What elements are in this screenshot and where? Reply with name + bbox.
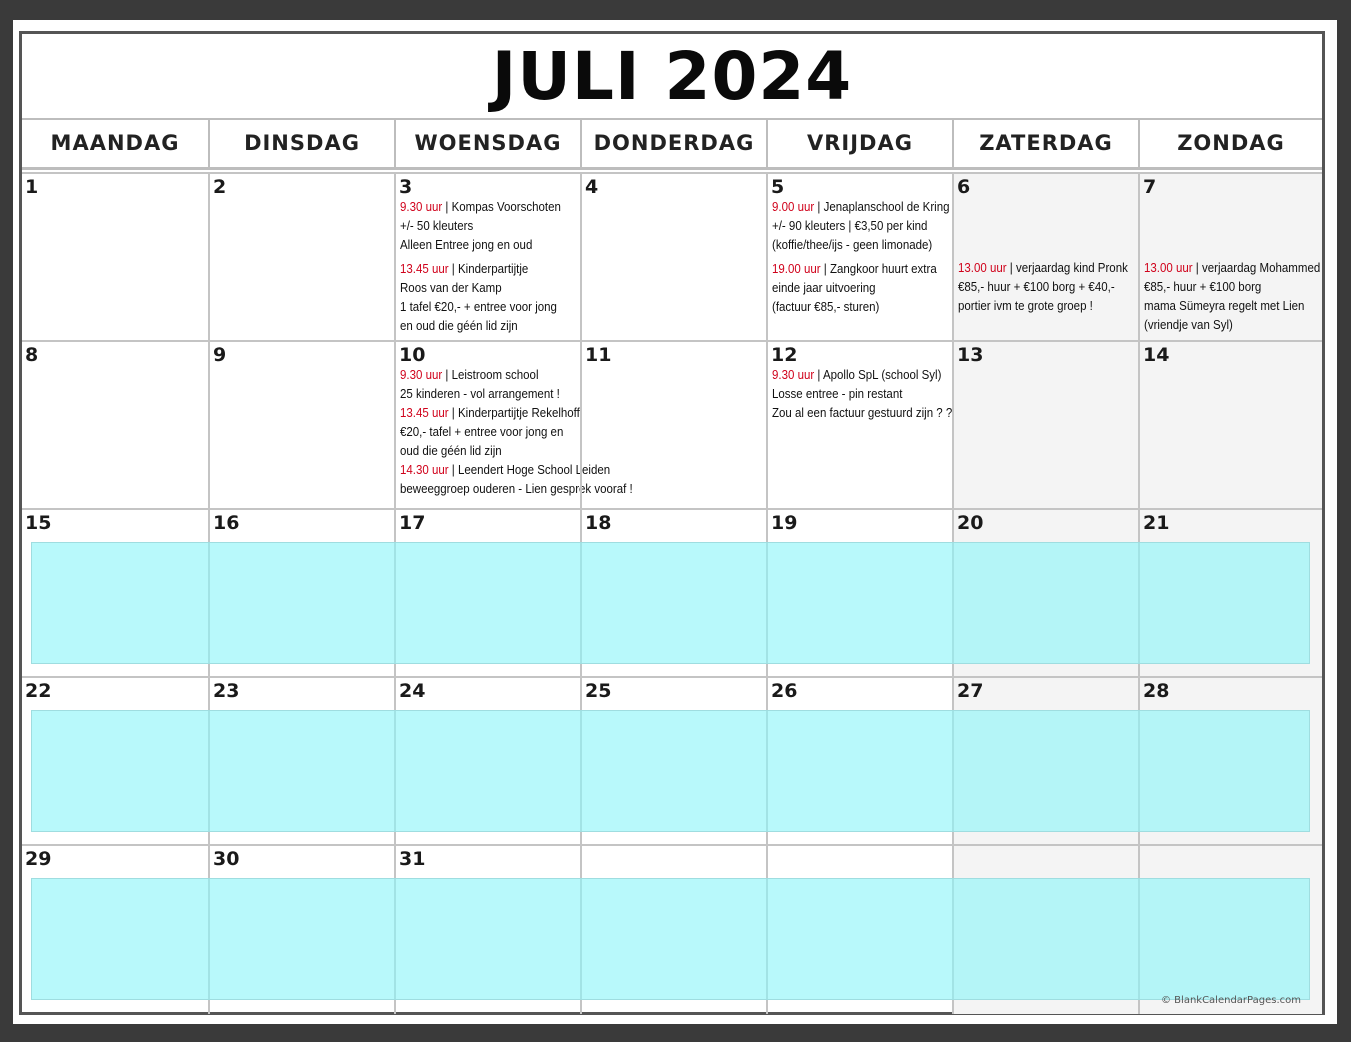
weekday-header-zondag: ZONDAG: [1138, 118, 1322, 170]
event-detail: beweeggroep ouderen - Lien gesprek vooraf !: [400, 482, 633, 496]
day-cell-2[interactable]: [208, 172, 394, 340]
event-time: 13.45 uur: [400, 406, 449, 420]
event-detail: (vriendje van Syl): [1144, 318, 1233, 332]
weekday-header-donderdag: DONDERDAG: [580, 118, 766, 170]
day-number: 9: [213, 344, 227, 366]
day-cell-9[interactable]: [208, 340, 394, 508]
day-number: 4: [585, 176, 599, 198]
event-text: | Kompas Voorschoten: [442, 200, 561, 214]
event-detail: €20,- tafel + entree voor jong en: [400, 425, 564, 439]
day-number: 31: [399, 848, 426, 870]
week-highlight-band: [31, 710, 1310, 832]
day-number: 14: [1143, 344, 1170, 366]
day-number: 28: [1143, 680, 1170, 702]
day-number: 15: [25, 512, 52, 534]
event-text: | Jenaplanschool de Kring: [814, 200, 950, 214]
day-number: 24: [399, 680, 426, 702]
event-list: [1144, 259, 1351, 335]
calendar-sheet: [13, 20, 1337, 1024]
day-number: 19: [771, 512, 798, 534]
credit-text: © BlankCalendarPages.com: [1161, 995, 1301, 1006]
event-text: | verjaardag kind Pronk: [1006, 261, 1128, 275]
day-number: 29: [25, 848, 52, 870]
weekday-header-row: [22, 118, 1322, 170]
day-cell-3[interactable]: [394, 172, 580, 340]
event-detail: +/- 50 kleuters: [400, 219, 474, 233]
event-time: 13.00 uur: [958, 261, 1007, 275]
event-time: 9.30 uur: [772, 368, 815, 382]
event-detail: oud die géén lid zijn: [400, 444, 502, 458]
event-text: | verjaardag Mohammed: [1192, 261, 1321, 275]
day-number: 1: [25, 176, 39, 198]
day-number: 13: [957, 344, 984, 366]
day-cell-4[interactable]: [580, 172, 766, 340]
event-time: 9.30 uur: [400, 200, 443, 214]
event-detail: portier ivm te grote groep !: [958, 299, 1093, 313]
weekday-header-vrijdag: VRIJDAG: [766, 118, 952, 170]
day-number: 23: [213, 680, 240, 702]
event-time: 9.00 uur: [772, 200, 815, 214]
event-detail: +/- 90 kleuters | €3,50 per kind: [772, 219, 928, 233]
event-detail: einde jaar uitvoering: [772, 281, 876, 295]
day-cell-11[interactable]: [580, 340, 766, 508]
event-detail: mama Sümeyra regelt met Lien: [1144, 299, 1305, 313]
day-number: 26: [771, 680, 798, 702]
day-cell-12[interactable]: [766, 340, 952, 508]
day-cell-1[interactable]: [22, 172, 208, 340]
event-time: 13.45 uur: [400, 262, 449, 276]
event-time: 19.00 uur: [772, 262, 821, 276]
event-text: | Zangkoor huurt extra: [820, 262, 937, 276]
week-highlight-band: [31, 542, 1310, 664]
day-number: 7: [1143, 176, 1157, 198]
day-number: 22: [25, 680, 52, 702]
day-number: 10: [399, 344, 426, 366]
event-title: [1144, 259, 1351, 278]
event-detail: 1 tafel €20,- + entree voor jong: [400, 300, 557, 314]
day-cell-7[interactable]: [1138, 172, 1322, 340]
day-number: 25: [585, 680, 612, 702]
weekday-header-maandag: MAANDAG: [22, 118, 208, 170]
week-highlight-band: [31, 878, 1310, 1000]
day-number: 21: [1143, 512, 1170, 534]
event-detail: Alleen Entree jong en oud: [400, 238, 533, 252]
day-cell-13[interactable]: [952, 340, 1138, 508]
event-text: | Kinderpartijtje Rekelhoff: [448, 406, 580, 420]
event-text: | Kinderpartijtje: [448, 262, 529, 276]
event-text: | Leendert Hoge School Leiden: [448, 463, 611, 477]
day-number: 12: [771, 344, 798, 366]
event-time: 13.00 uur: [1144, 261, 1193, 275]
day-number: 2: [213, 176, 227, 198]
weekday-header-zaterdag: ZATERDAG: [952, 118, 1138, 170]
day-number: 16: [213, 512, 240, 534]
event-time: 14.30 uur: [400, 463, 449, 477]
day-cell-14[interactable]: [1138, 340, 1322, 508]
day-cell-6[interactable]: [952, 172, 1138, 340]
day-number: 3: [399, 176, 413, 198]
event-detail: 25 kinderen - vol arrangement !: [400, 387, 560, 401]
day-number: 20: [957, 512, 984, 534]
event-detail: €85,- huur + €100 borg: [1144, 280, 1262, 294]
day-number: 5: [771, 176, 785, 198]
event-text: | Leistroom school: [442, 368, 539, 382]
weekday-header-dinsdag: DINSDAG: [208, 118, 394, 170]
event-detail: €85,- huur + €100 borg + €40,-: [958, 280, 1115, 294]
day-number: 27: [957, 680, 984, 702]
day-number: 30: [213, 848, 240, 870]
day-number: 17: [399, 512, 426, 534]
day-number: 18: [585, 512, 612, 534]
day-number: 8: [25, 344, 39, 366]
event-time: 9.30 uur: [400, 368, 443, 382]
day-cell-5[interactable]: [766, 172, 952, 340]
event-detail: en oud die géén lid zijn: [400, 319, 518, 333]
event-detail: Zou al een factuur gestuurd zijn ? ?: [772, 406, 953, 420]
event-detail: Losse entree - pin restant: [772, 387, 903, 401]
day-number: 6: [957, 176, 971, 198]
weekday-header-woensdag: WOENSDAG: [394, 118, 580, 170]
event-text: | Apollo SpL (school Syl): [814, 368, 942, 382]
day-cell-8[interactable]: [22, 340, 208, 508]
calendar-title: JULI 2024: [22, 34, 1322, 120]
event-detail: (koffie/thee/ijs - geen limonade): [772, 238, 933, 252]
event-detail: (factuur €85,- sturen): [772, 300, 880, 314]
day-number: 11: [585, 344, 612, 366]
event-detail: Roos van der Kamp: [400, 281, 502, 295]
